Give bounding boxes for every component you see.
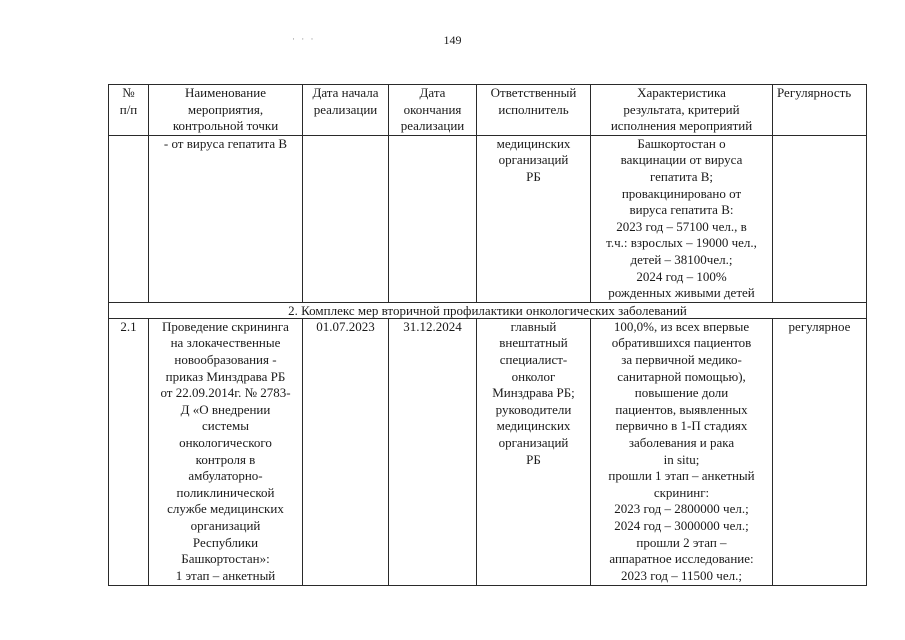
cell-text-line: гепатита В; [649,168,714,184]
cell-text-line: 100,0%, из всех впервые [613,318,750,334]
header-responsible [477,85,591,136]
cell-activity-name [149,318,303,585]
cell-text-line: онколог [511,368,556,384]
scan-marks: · · · [292,34,316,44]
cell-text-line: контрольной точки [172,118,279,134]
cell-text-line: - от вируса гепатита В [163,135,288,151]
cell-text-line: Ответственный [490,85,577,100]
header-end-date [389,85,477,136]
cell-number [109,135,149,302]
cell-text-line: окончания [403,101,462,117]
cell-text-line: главный [510,318,557,334]
header-start-date [303,85,389,136]
cell-text-line: РБ [526,451,541,467]
cell-text-line: детей – 38100чел.; [630,251,733,267]
cell-end-date: 31.12.2024 [389,318,477,585]
cell-text-line: т.ч.: взрослых – 19000 чел., [606,235,757,251]
cell-text-line: руководители [495,401,572,417]
cell-text-line: за первичной медико- [621,351,742,367]
cell-text-line: реализации [400,118,465,134]
cell-text-line: новообразования - [174,351,277,367]
cell-text-line: амбулаторно- [188,468,263,484]
activities-table [108,84,867,586]
cell-regularity [773,135,867,302]
cell-text-line: прошли 2 этап – [636,534,727,550]
cell-text-line: специалист- [499,351,568,367]
cell-text-line: вируса гепатита В: [629,202,734,218]
cell-text-line: in situ; [663,451,700,467]
cell-start-date: 01.07.2023 [303,318,389,585]
cell-text-line: Д «О внедрении [180,401,271,417]
cell-text-line: 2023 год – 11500 чел.; [621,567,742,583]
cell-text-line: поликлинической [176,484,275,500]
cell-text-line: провакцинировано от [621,185,742,201]
table-row [109,135,867,302]
cell-result-criteria [591,318,773,585]
cell-text-line: организаций [498,152,569,168]
cell-text-line: обратившихся пациентов [611,335,752,351]
section-title: 2. Комплекс мер вторичной профилактики онкологических заболеваний [109,302,867,318]
cell-text-line: РБ [526,168,541,184]
cell-text-line: 1 этап – анкетный [175,567,276,583]
cell-result-criteria [591,135,773,302]
cell-text-line: медицинских [496,418,571,434]
cell-text-line: контроля в [195,451,256,467]
cell-text-line: Башкортостан»: [181,551,270,567]
cell-responsible [477,135,591,302]
cell-text-line: на злокачественные [170,335,281,351]
cell-text-line: службе медицинских [167,501,284,517]
header-number [109,85,149,136]
cell-text-line: Проведение скрининга [162,318,289,334]
header-activity-name [149,85,303,136]
cell-regularity: регулярное [773,318,867,585]
cell-text-line: исполнитель [498,101,569,117]
cell-text-line: повышение доли [634,385,729,401]
cell-responsible [477,318,591,585]
cell-text-line: скрининг: [653,484,710,500]
cell-text-line: системы [202,418,249,434]
cell-text-line: результата, критерий [623,101,740,117]
cell-text-line: медицинских [496,135,571,151]
cell-text-line: мероприятия, [187,101,264,117]
cell-text-line: пациентов, выявленных [615,401,748,417]
cell-text-line: первично в 1-П стадиях [615,418,748,434]
header-regularity [773,85,867,136]
cell-text-line: № [122,85,135,100]
cell-text-line: приказ Минздрава РБ [165,368,286,384]
cell-text-line: от 22.09.2014г. № 2783- [160,385,291,401]
cell-text-line: Дата [419,85,446,100]
cell-text-line: рожденных живыми детей [608,285,755,301]
cell-text-line: реализации [313,101,378,117]
cell-text-line: 2023 год – 57100 чел., в [616,218,747,234]
page-number: 149 [443,33,462,47]
cell-text-line: вакцинации от вируса [620,152,743,168]
cell-text-line: санитарной помощью), [617,368,746,384]
cell-text-line: Дата начала [312,85,379,100]
cell-text-line: организаций [498,434,569,450]
cell-text-line: исполнения мероприятий [610,118,753,134]
cell-text-line: 2024 год – 3000000 чел.; [614,517,749,533]
cell-text-line: Минздрава РБ; [492,385,575,401]
table-header-row [109,85,867,136]
cell-end-date [389,135,477,302]
cell-text-line: Башкортостан о [637,135,726,151]
cell-text-line: п/п [119,101,138,117]
cell-activity-name [149,135,303,302]
cell-text-line: аппаратное исследование: [609,551,754,567]
cell-text-line: прошли 1 этап – анкетный [608,468,755,484]
header-result-criteria [591,85,773,136]
section-row [109,302,867,318]
cell-text-line: Регулярность [777,85,852,100]
cell-text-line: организаций [190,517,261,533]
cell-text-line: 2023 год – 2800000 чел.; [614,501,749,517]
table-row [109,318,867,585]
cell-text-line: Наименование [185,85,266,100]
cell-text-line: 2024 год – 100% [636,268,727,284]
cell-text-line: онкологического [179,434,272,450]
cell-text-line: заболевания и рака [628,434,735,450]
cell-number: 2.1 [109,318,149,585]
cell-text-line: внештатный [499,335,568,351]
cell-text-line: Характеристика [637,85,726,100]
cell-text-line: Республики [192,534,259,550]
cell-start-date [303,135,389,302]
